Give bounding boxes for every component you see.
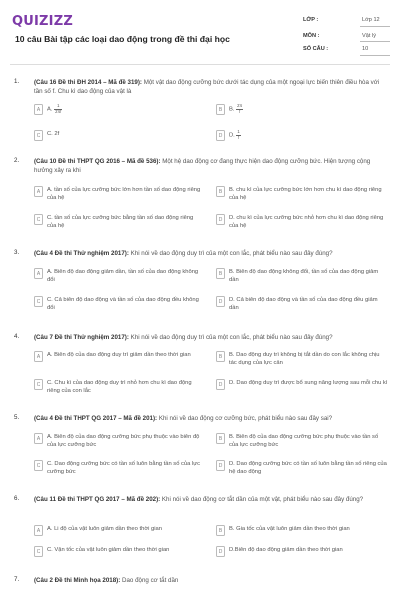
question-text: [34, 333, 386, 342]
option-letter: C: [34, 379, 43, 390]
question-body: Một hệ dao động cơ đang thực hiện dao động cưỡng bức. Hiện tượng cộng hưởng xảy ra khi: [34, 158, 371, 174]
question-number: 2.: [14, 157, 20, 164]
option-text: C. tần số của lực cưỡng bức bằng tần số dao động riêng của hệ: [47, 215, 194, 229]
option-letter: A: [34, 268, 43, 279]
quizizz-logo: [12, 14, 73, 29]
subject-underline: [360, 41, 390, 42]
question-text: [34, 414, 386, 423]
option-a[interactable]: [34, 525, 204, 536]
option-text: B. Biên độ dao động không đổi, tần số của dao động giảm dần: [229, 269, 379, 283]
option-letter: D: [216, 296, 225, 307]
option-c[interactable]: [34, 214, 204, 230]
option-text: A. Biên độ của dao động cưỡng bức phụ thuộc vào biên độ của lực cưỡng bức: [47, 434, 200, 448]
option-text: B. Dao động duy trì không bị tắt dần do con lắc không chịu tác dụng của lực cản: [229, 352, 380, 366]
option-c[interactable]: [34, 130, 204, 141]
question-number: 3.: [14, 249, 20, 256]
option-a[interactable]: [34, 268, 204, 284]
option-letter: B: [216, 525, 225, 536]
question-number: 1.: [14, 78, 20, 85]
option-d[interactable]: [216, 546, 388, 557]
option-text: A. $\frac{1}{2\pi f}$: [47, 103, 62, 114]
option-a[interactable]: [34, 104, 204, 115]
option-text: D. chu kì của lực cưỡng bức nhỏ hơn chu kì dao động riêng của hệ: [229, 215, 384, 229]
option-letter: B: [216, 268, 225, 279]
class-label: LỚP :: [303, 17, 319, 23]
option-text: C. Dao động cưỡng bức có tần số luôn bằng tần số của lực cưỡng bức: [47, 461, 201, 475]
option-letter: C: [34, 460, 43, 471]
question-body: Khi nói về dao động cơ tắt dần của một vật, phát biểu nào sau đây đúng?: [160, 496, 364, 503]
option-b[interactable]: [216, 186, 388, 202]
option-letter: C: [34, 296, 43, 307]
option-letter: B: [216, 186, 225, 197]
option-d[interactable]: [216, 296, 388, 312]
question-source: (Câu 4 Đề thi Thử nghiệm 2017):: [34, 250, 129, 257]
question-source: (Câu 4 Đề thi THPT QG 2017 – Mã đề 201):: [34, 415, 158, 422]
option-text: A. tần số của lực cưỡng bức lớn hơn tần số dao động riêng của hệ: [47, 187, 201, 201]
option-text: A. Li độ của vật luôn giảm dần theo thời gian: [47, 526, 162, 532]
question-count-underline: [360, 55, 390, 56]
fraction: $\frac{1}{f}$: [237, 129, 240, 140]
option-text: A. Biên độ của dao động duy trì giảm dần theo thời gian: [47, 352, 191, 358]
option-text: B. Biên độ của dao động cưỡng bức phụ thuộc vào tần số của lực cưỡng bức: [229, 434, 379, 448]
question-body: Khi nói về dao động duy trì của một con lắc, phát biểu nào sau đây đúng?: [128, 334, 333, 341]
option-a[interactable]: [34, 186, 204, 202]
option-text: B. $\frac{2\pi}{f}$: [229, 103, 243, 114]
question-source: (Câu 10 Đề thi THPT QG 2016 – Mã đề 536):: [34, 158, 161, 165]
option-letter: B: [216, 433, 225, 444]
option-text: D. Dao động cưỡng bức có tần số luôn bằng tần số riêng của hệ dao động: [229, 461, 387, 475]
option-letter: D: [216, 214, 225, 225]
option-letter: D: [216, 130, 225, 141]
option-c[interactable]: [34, 546, 204, 557]
option-text: C. Vận tốc của vật luôn giảm dần theo thời gian: [47, 547, 170, 553]
header-divider: [10, 64, 390, 65]
option-b[interactable]: [216, 351, 388, 367]
option-b[interactable]: [216, 104, 388, 115]
question-count-label: SỐ CÂU :: [303, 46, 329, 52]
subject-label: MÔN :: [303, 33, 320, 39]
option-letter: A: [34, 104, 43, 115]
option-text: C. Cả biên độ dao động và tần số của dao động đều không đổi: [47, 297, 199, 311]
question-text: [34, 157, 386, 175]
question-text: [34, 78, 386, 96]
option-text: C. Chu kì của dao động duy trì nhỏ hơn chu kì dao động riêng của con lắc: [47, 380, 192, 394]
question-source: (Câu 7 Đề thi Thử nghiệm 2017):: [34, 334, 129, 341]
document-title: 10 câu Bài tập các loại dao động trong đề thi đại học: [15, 34, 230, 44]
option-c[interactable]: [34, 379, 204, 395]
option-text: B. chu kì của lực cưỡng bức lớn hơn chu kì dao động riêng của hệ: [229, 187, 382, 201]
question-number: 5.: [14, 414, 20, 421]
subject-value: Vật lý: [362, 33, 376, 39]
option-d[interactable]: [216, 379, 388, 390]
option-letter: A: [34, 186, 43, 197]
fraction: $\frac{2\pi}{f}$: [237, 103, 243, 114]
option-b[interactable]: [216, 525, 388, 536]
option-text: D. $\frac{1}{f}$: [229, 129, 240, 140]
option-text: A. Biên độ dao động giảm dần, tần số của dao động không đổi: [47, 269, 199, 283]
option-letter: D: [216, 546, 225, 557]
option-b[interactable]: [216, 268, 388, 284]
question-number: 6.: [14, 495, 20, 502]
question-body: Khi nói về dao động duy trì của một con lắc, phát biểu nào sau đây đúng?: [128, 250, 333, 257]
question-text: [34, 576, 386, 585]
question-body: Một vật dao động cưỡng bức dưới tác dụng của một ngoại lực biến thiên điều hòa với tần số f. Chu kì dao động của vật là: [34, 79, 380, 95]
option-c[interactable]: [34, 460, 204, 476]
option-b[interactable]: [216, 433, 388, 449]
option-d[interactable]: [216, 214, 388, 230]
option-letter: A: [34, 525, 43, 536]
option-letter: C: [34, 130, 43, 141]
question-source: (Câu 16 Đề thi ĐH 2014 – Mã đề 319):: [34, 79, 142, 86]
option-text: C. 2f: [47, 131, 60, 137]
option-letter: D: [216, 379, 225, 390]
brand-name: QUIZIZZ: [12, 14, 73, 29]
question-text: [34, 495, 386, 504]
option-text: D. Dao động duy trì được bổ sung năng lượng sau mỗi chu kì: [229, 380, 388, 386]
option-d[interactable]: [216, 460, 388, 476]
option-letter: B: [216, 351, 225, 362]
option-letter: C: [34, 546, 43, 557]
option-letter: C: [34, 214, 43, 225]
option-d[interactable]: [216, 130, 388, 141]
question-source: (Câu 11 Đề thi THPT QG 2017 – Mã đề 202):: [34, 496, 161, 503]
option-text: D.Biên độ dao động giảm dần theo thời gian: [229, 547, 343, 553]
option-letter: A: [34, 433, 43, 444]
question-source: (Câu 2 Đề thi Minh họa 2018):: [34, 577, 121, 584]
question-text: [34, 249, 386, 258]
option-a[interactable]: [34, 351, 204, 362]
question-number: 4.: [14, 333, 20, 340]
option-c[interactable]: [34, 296, 204, 312]
question-count-value: 10: [362, 46, 369, 52]
option-letter: B: [216, 104, 225, 115]
question-number: 7.: [14, 576, 20, 583]
option-letter: D: [216, 460, 225, 471]
class-underline: [360, 26, 390, 27]
question-body: Khi nói về dao động cơ cưỡng bức, phát biểu nào sau đây sai?: [157, 415, 333, 422]
option-text: B. Gia tốc của vật luôn giảm dần theo thời gian: [229, 526, 350, 532]
class-value: Lớp 12: [362, 17, 380, 23]
option-letter: A: [34, 351, 43, 362]
question-body: Dao động cơ tắt dần: [120, 577, 179, 584]
option-a[interactable]: [34, 433, 204, 449]
option-text: D. Cả biên độ dao động và tần số của dao động đều giảm dần: [229, 297, 378, 311]
fraction: $\frac{1}{2\pi f}$: [55, 103, 62, 114]
